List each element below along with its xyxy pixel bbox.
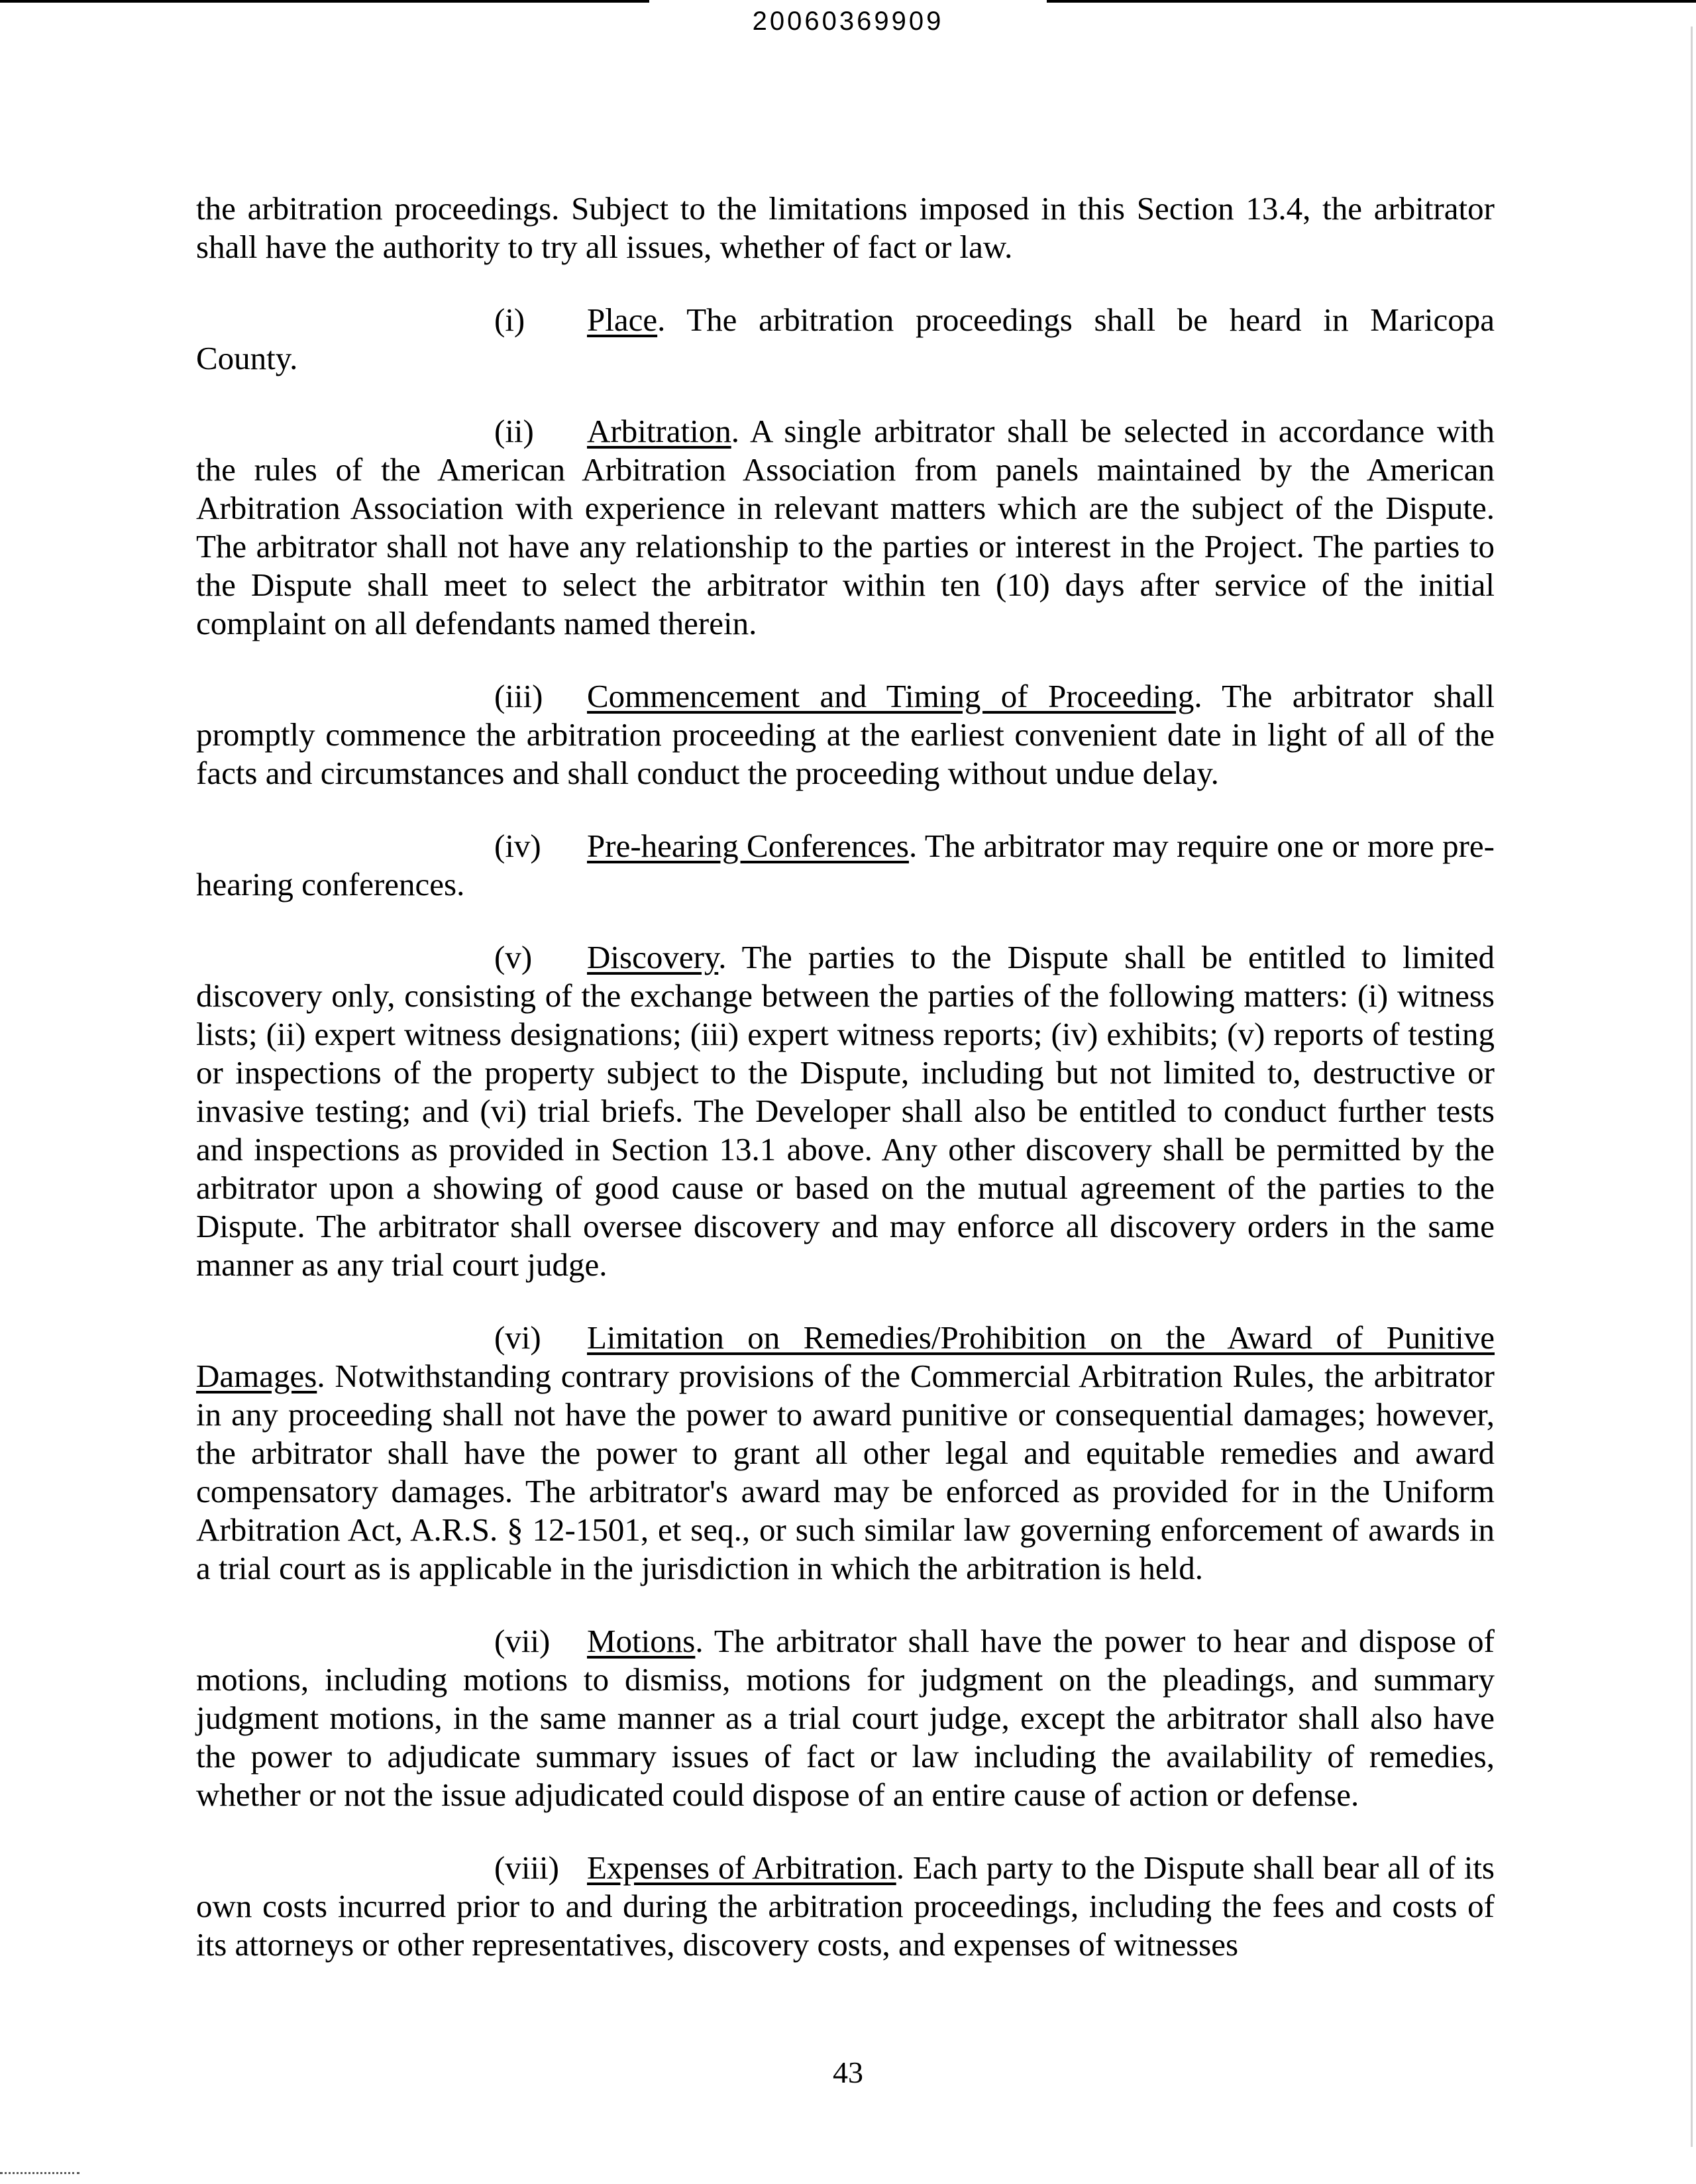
section-item-vii bbox=[196, 1622, 1495, 1814]
item-heading: Limitation on Remedies/Prohibition on the Award of Punitive Damages bbox=[196, 1319, 1495, 1394]
section-item-i bbox=[196, 301, 1495, 378]
item-heading: Pre-hearing Conferences bbox=[587, 828, 909, 864]
item-text: . The arbitrator may require one or more pre-hearing conferences. bbox=[196, 828, 1495, 902]
item-number: (vi) bbox=[494, 1319, 541, 1356]
document-number: 20060369909 bbox=[752, 7, 944, 36]
document-body bbox=[196, 190, 1495, 1998]
item-text: . Each party to the Dispute shall bear all of its own costs incurred prior to and during the arbitration proceedings, including the fees and costs of its attorneys or other representatives, discovery costs, and expenses of witnesses bbox=[196, 1849, 1495, 1963]
section-item-v bbox=[196, 938, 1495, 1284]
item-number: (v) bbox=[494, 939, 533, 975]
item-number: (iii) bbox=[494, 678, 543, 714]
item-number: (i) bbox=[494, 301, 525, 338]
item-number: (vii) bbox=[494, 1623, 551, 1659]
page-number: 43 bbox=[833, 2055, 863, 2089]
section-item-iii bbox=[196, 677, 1495, 792]
item-heading: Place bbox=[587, 301, 658, 338]
item-heading: Expenses of Arbitration bbox=[587, 1849, 896, 1886]
item-text: . The parties to the Dispute shall be entitled to limited discovery only, consisting of the exchange between the parties of the following matters: (i) witness lists; (ii) expert witness designations; (iii) expert witness reports; (iv) exhibits; (v) reports of testing or inspections of the property subject to the Dispute, including but not limited to, destructive or invasive testing; and (vi) trial briefs. The Developer shall also be entitled to conduct further tests and inspections as provided in Section 13.1 above. Any other discovery shall be permitted by the arbitrator upon a showing of good cause or based on the mutual agreement of the parties to the Dispute. The arbitrator shall oversee discovery and may enforce all discovery orders in the same manner as any trial court judge. bbox=[196, 939, 1495, 1283]
scan-edge-line bbox=[1691, 27, 1693, 2147]
item-heading: Commencement and Timing of Proceeding bbox=[587, 678, 1194, 714]
item-number: (iv) bbox=[494, 828, 541, 864]
item-heading: Arbitration bbox=[587, 413, 731, 449]
scan-artifact-marks bbox=[0, 2172, 80, 2177]
section-item-iv bbox=[196, 827, 1495, 904]
section-item-vi bbox=[196, 1319, 1495, 1588]
item-text: . The arbitrator shall promptly commence the arbitration proceeding at the earliest convenient date in light of all of the facts and circumstances and shall conduct the proceeding without undue delay. bbox=[196, 678, 1495, 791]
item-text: . Notwithstanding contrary provisions of the Commercial Arbitration Rules, the arbitrator in any proceeding shall not have the power to award punitive or consequential damages; however, the arbitrator shall have the power to grant all other legal and equitable remedies and award compensatory damages. The arbitrator's award may be enforced as provided for in the Uniform Arbitration Act, A.R.S. § 12-1501, et seq., or such similar law governing enforcement of awards in a trial court as is applicable in the jurisdiction in which the arbitration is held. bbox=[196, 1358, 1495, 1586]
item-text-continued: County. bbox=[196, 340, 298, 376]
intro-paragraph: the arbitration proceedings. Subject to the limitations imposed in this Section 13.4, the arbitrator shall have the authority to try all issues, whether of fact or law. bbox=[196, 190, 1495, 265]
item-heading: Motions bbox=[587, 1623, 696, 1659]
item-text: . The arbitrator shall have the power to hear and dispose of motions, including motions to dismiss, motions for judgment on the pleadings, and summary judgment motions, in the same manner as a trial court judge, except the arbitrator shall also have the power to adjudicate summary issues of fact or law including the availability of remedies, whether or not the issue adjudicated could dispose of an entire cause of action or defense. bbox=[196, 1623, 1495, 1813]
item-text: . The arbitration proceedings shall be heard in Maricopa bbox=[657, 301, 1495, 338]
item-number: (ii) bbox=[494, 413, 534, 449]
item-number: (viii) bbox=[494, 1849, 559, 1886]
section-item-ii bbox=[196, 412, 1495, 643]
item-text: . A single arbitrator shall be selected in accordance with the rules of the American Arbitration Association from panels maintained by the American Arbitration Association with experience in relevant matters which are the subject of the Dispute. The arbitrator shall not have any relationship to the parties or interest in the Project. The parties to the Dispute shall meet to select the arbitrator within ten (10) days after service of the initial complaint on all defendants named therein. bbox=[196, 413, 1495, 641]
section-item-viii bbox=[196, 1849, 1495, 1964]
item-heading: Discovery bbox=[587, 939, 719, 975]
